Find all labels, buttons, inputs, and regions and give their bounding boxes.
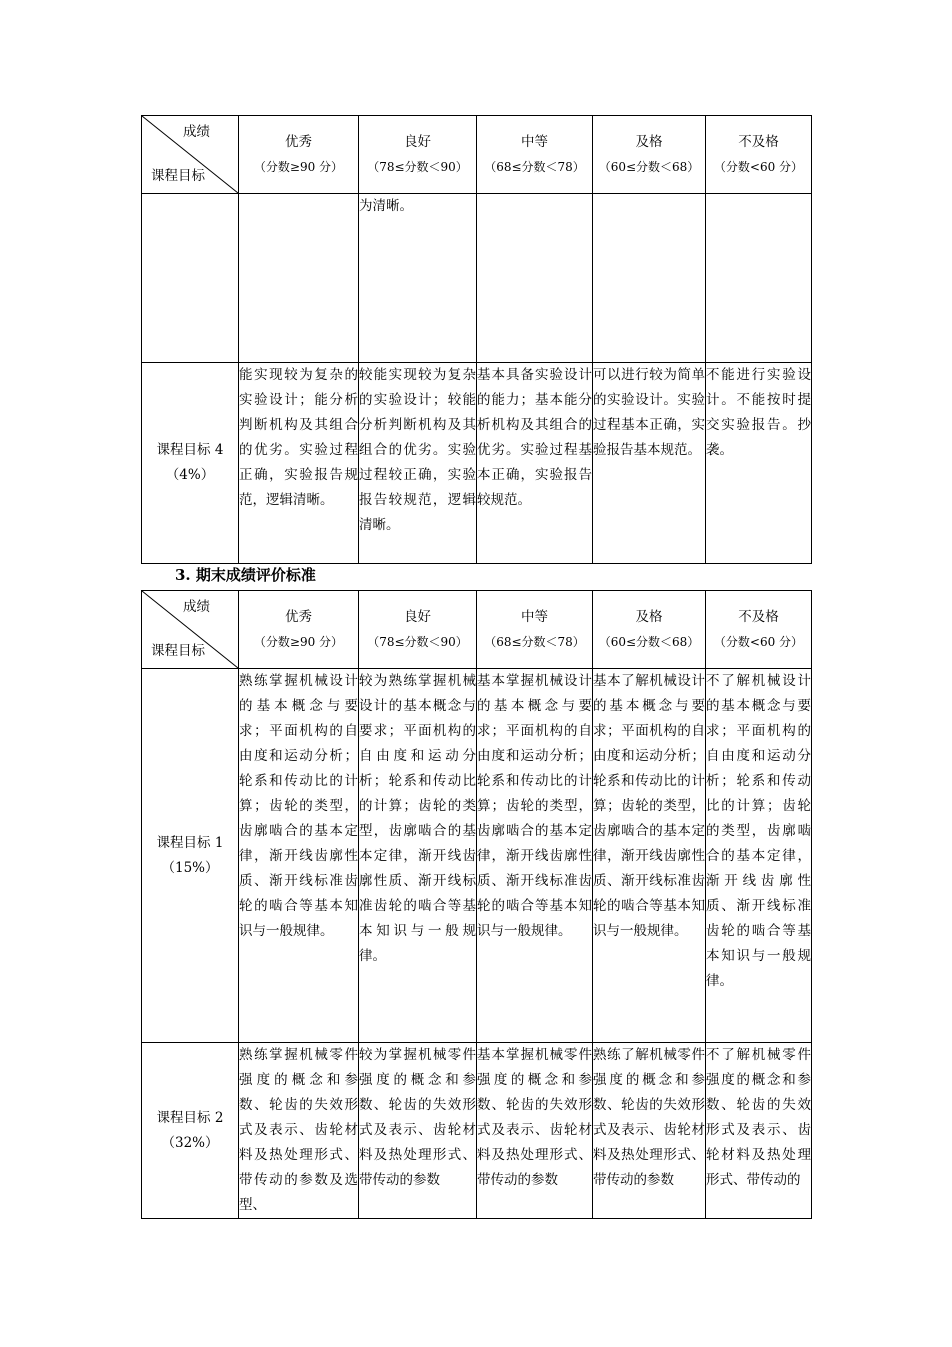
grade-header-pass: 及格 （60≤分数＜68）: [593, 116, 706, 194]
header-row: [142, 591, 812, 669]
grade-header-pass: 及格 （60≤分数＜68）: [593, 591, 706, 669]
criteria-cell: [593, 194, 706, 363]
diagonal-header-cell: [142, 591, 239, 669]
criteria-cell: 较能实现较为复杂的实验设计；较能分析判断机构及其组合的优劣。实验过程较正确，实验报告较规范，逻辑清晰。: [359, 363, 477, 564]
grade-header-good: 良好 （78≤分数＜90）: [359, 591, 477, 669]
criteria-cell: 基本了解机械设计的基本概念与要求；平面机构的自由度和运动分析；轮系和传动比的计算；齿轮的类型，齿廓啮合的基本定律，渐开线齿廓性质、渐开线标准齿轮的啮合等基本知识与一般规律。: [593, 669, 706, 1043]
criteria-cell: 可以进行较为简单的实验设计。实验过程基本正确，实验报告基本规范。: [593, 363, 706, 564]
goal-4-row: [142, 363, 812, 564]
goal-1-label: 课程目标 1 （15%）: [142, 669, 239, 1043]
goal-4-label: 课程目标 4 （4%）: [142, 363, 239, 564]
criteria-cell: 不了解机械零件强度的概念和参数、轮齿的失效形式及表示、齿轮材料及热处理形式、带传动的: [706, 1043, 812, 1219]
goal-1-row: [142, 669, 812, 1043]
criteria-cell: 熟练掌握机械设计的基本概念与要求；平面机构的自由度和运动分析；轮系和传动比的计算；齿轮的类型，齿廓啮合的基本定律，渐开线齿廓性质、渐开线标准齿轮的啮合等基本知识与一般规律。: [239, 669, 359, 1043]
diagonal-header-cell: [142, 116, 239, 194]
criteria-cell: 较为掌握机械零件强度的概念和参数、轮齿的失效形式及表示、齿轮材料及热处理形式、带传动的参数: [359, 1043, 477, 1219]
criteria-cell: 为清晰。: [359, 194, 477, 363]
grade-header-medium: 中等 （68≤分数＜78）: [477, 116, 593, 194]
goal-cell-empty: [142, 194, 239, 363]
grading-table-1: [141, 115, 812, 564]
criteria-cell: 不了解机械设计的基本概念与要求；平面机构的自由度和运动分析；轮系和传动比的计算；齿轮的类型，齿廓啮合的基本定律，渐开线齿廓性质、渐开线标准齿轮的啮合等基本知识与一般规律。: [706, 669, 812, 1043]
criteria-cell: 基本掌握机械零件强度的概念和参数、轮齿的失效形式及表示、齿轮材料及热处理形式、带传动的参数: [477, 1043, 593, 1219]
grade-header-excellent: 优秀 （分数≥90 分）: [239, 116, 359, 194]
grade-header-medium: 中等 （68≤分数＜78）: [477, 591, 593, 669]
criteria-cell: 较为熟练掌握机械设计的基本概念与要求；平面机构的自由度和运动分析；轮系和传动比的计算；齿轮的类型，齿廓啮合的基本定律，渐开线齿廓性质、渐开线标准齿轮的啮合等基本知识与一般规律。: [359, 669, 477, 1043]
criteria-cell: 能实现较为复杂的实验设计；能分析判断机构及其组合的优劣。实验过程正确，实验报告规范，逻辑清晰。: [239, 363, 359, 564]
criteria-cell: [477, 194, 593, 363]
criteria-cell: 基本掌握机械设计的基本概念与要求；平面机构的自由度和运动分析；轮系和传动比的计算；齿轮的类型，齿廓啮合的基本定律，渐开线齿廓性质、渐开线标准齿轮的啮合等基本知识与一般规律。: [477, 669, 593, 1043]
diag-top-label: 成绩: [183, 124, 210, 140]
goal-2-label: 课程目标 2 （32%）: [142, 1043, 239, 1219]
grade-header-fail: 不及格 （分数<60 分）: [706, 591, 812, 669]
criteria-cell: 基本具备实验设计的能力；基本能分析机构及其组合的优劣。实验过程基本正确，实验报告较规范。: [477, 363, 593, 564]
grading-table-2: [141, 590, 812, 1219]
criteria-cell: 熟练了解机械零件强度的概念和参数、轮齿的失效形式及表示、齿轮材料及热处理形式、带传动的参数: [593, 1043, 706, 1219]
continuation-row: [142, 194, 812, 363]
diag-bottom-label: 课程目标: [151, 168, 205, 184]
goal-2-row: [142, 1043, 812, 1219]
grade-header-excellent: 优秀 （分数≥90 分）: [239, 591, 359, 669]
grade-header-good: 良好 （78≤分数＜90）: [359, 116, 477, 194]
criteria-cell: [239, 194, 359, 363]
section-title: 3. 期末成绩评价标准: [175, 566, 316, 584]
grade-header-fail: 不及格 （分数<60 分）: [706, 116, 812, 194]
diag-bottom-label: 课程目标: [151, 643, 205, 659]
criteria-cell: 不能进行实验设计。不能按时提交实验报告。抄袭。: [706, 363, 812, 564]
criteria-cell: [706, 194, 812, 363]
header-row: [142, 116, 812, 194]
diag-top-label: 成绩: [183, 599, 210, 615]
criteria-cell: 熟练掌握机械零件强度的概念和参数、轮齿的失效形式及表示、齿轮材料及热处理形式、带传动的参数及选型、: [239, 1043, 359, 1219]
